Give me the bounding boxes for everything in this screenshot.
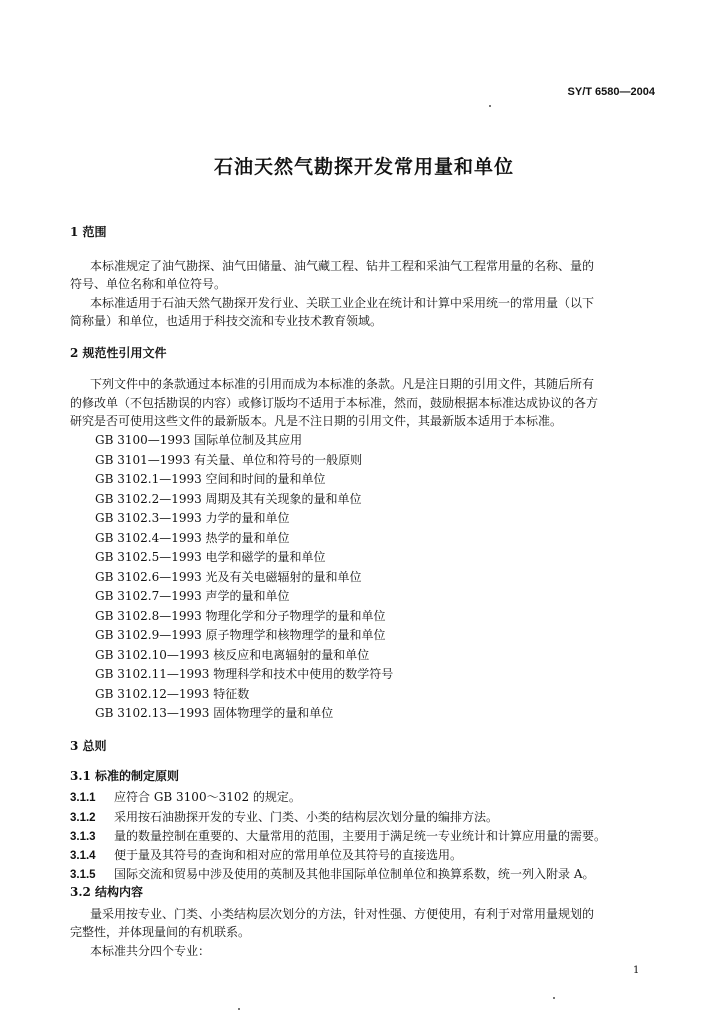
reference-item: GB 3102.2—1993 周期及其有关现象的量和单位 [95,492,362,506]
s1-para2-line1: 本标准适用于石油天然气勘探开发行业、关联工业企业在统计和计算中采用统一的常用量（以下 [90,296,595,310]
reference-item: GB 3100—1993 国际单位制及其应用 [95,433,303,447]
reference-item: GB 3102.9—1993 原子物理学和核物理学的量和单位 [95,628,386,642]
subsection-3-2-heading: 3.2 结构内容 [70,885,144,899]
scan-speck [238,1008,240,1010]
s3-2-para2: 本标准共分四个专业： [90,944,211,958]
s2-para-line3: 研究是否可使用这些文件的最新版本。凡是不注日期的引用文件，其最新版本适用于本标准。 [70,414,563,428]
standard-number: SY/T 6580—2004 [567,86,655,98]
clause-text: 量的数量控制在重要的、大量常用的范围，主要用于满足统一专业统计和计算应用量的需要。 [114,829,607,843]
clause-number: 3.1.4 [70,850,96,862]
page-number: 1 [633,965,640,976]
clause-number: 3.1.3 [70,831,96,843]
document-title: 石油天然气勘探开发常用量和单位 [214,156,515,178]
clause-text: 采用按石油勘探开发的专业、门类、小类的结构层次划分量的编排方法。 [114,810,499,824]
reference-item: GB 3102.8—1993 物理化学和分子物理学的量和单位 [95,609,386,623]
subsection-3-1-heading: 3.1 标准的制定原则 [70,769,180,783]
clause-number: 3.1.2 [70,812,96,824]
clause-number: 3.1.5 [70,869,96,881]
reference-item: GB 3101—1993 有关量、单位和符号的一般原则 [95,453,363,467]
reference-item: GB 3102.12—1993 特征数 [95,687,250,701]
clause-text: 便于量及其符号的查询和相对应的常用单位及其符号的直接选用。 [114,848,463,862]
section-1-heading: 1 范围 [70,225,107,239]
reference-item: GB 3102.10—1993 核反应和电离辐射的量和单位 [95,648,370,662]
section-3-heading: 3 总则 [70,739,107,753]
clause-text: 应符合 GB 3100～3102 的规定。 [114,790,301,804]
clause-3-1-2 [70,808,498,825]
scan-speck [553,997,555,999]
reference-item: GB 3102.4—1993 热学的量和单位 [95,531,290,545]
s1-para1-line1: 本标准规定了油气勘探、油气田储量、油气藏工程、钻井工程和采油气工程常用量的名称、量的 [90,259,595,273]
s3-2-para-line1: 量采用按专业、门类、小类结构层次划分的方法，针对性强、方便使用，有利于对常用量规划的 [90,907,595,921]
s2-para-line2: 的修改单（不包括勘误的内容）或修订版均不适用于本标准，然而，鼓励根据本标准达成协议的各方 [70,396,599,410]
section-2-heading: 2 规范性引用文件 [70,346,167,360]
clause-text: 国际交流和贸易中涉及使用的英制及其他非国际单位制单位和换算系数，统一列入附录 A。 [114,867,595,881]
reference-item: GB 3102.5—1993 电学和磁学的量和单位 [95,550,326,564]
s1-para2-line2: 简称量）和单位，也适用于科技交流和专业技术教育领域。 [70,314,383,328]
reference-item: GB 3102.1—1993 空间和时间的量和单位 [95,472,326,486]
clause-number: 3.1.1 [70,792,96,804]
clause-3-1-1 [70,788,301,805]
s3-2-para-line2: 完整性，并体现量间的有机联系。 [70,925,251,939]
clause-3-1-4 [70,846,462,863]
s1-para1-line2: 符号、单位名称和单位符号。 [70,277,227,291]
scan-speck [489,105,491,107]
reference-item: GB 3102.6—1993 光及有关电磁辐射的量和单位 [95,570,362,584]
reference-item: GB 3102.13—1993 固体物理学的量和单位 [95,706,334,720]
reference-item: GB 3102.3—1993 力学的量和单位 [95,511,290,525]
clause-3-1-3 [70,827,606,844]
s2-para-line1: 下列文件中的条款通过本标准的引用而成为本标准的条款。凡是注日期的引用文件，其随后所有 [90,377,595,391]
reference-item: GB 3102.7—1993 声学的量和单位 [95,589,290,603]
reference-item: GB 3102.11—1993 物理科学和技术中使用的数学符号 [95,667,394,681]
clause-3-1-5 [70,865,594,882]
